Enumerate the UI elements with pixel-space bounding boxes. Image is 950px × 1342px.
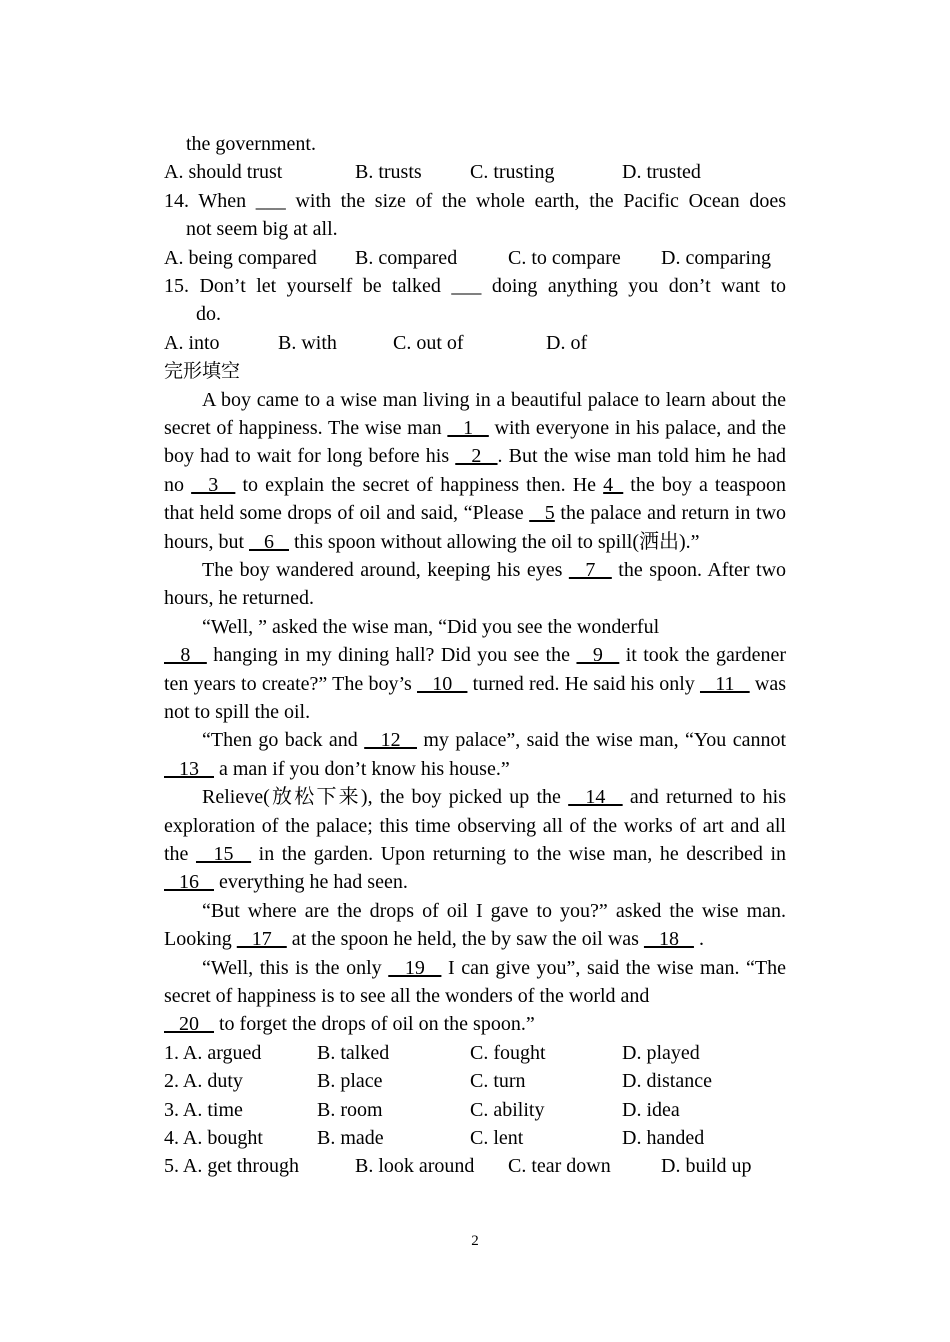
q13-option-c: C. trusting xyxy=(470,161,555,184)
blank-8: _8_ xyxy=(164,644,207,667)
blank-12: _12_ xyxy=(364,729,417,752)
answer-row xyxy=(164,1096,786,1124)
passage-paragraph-4: “Then go back and _12_ my palace”, said the wise man, “You cannot _13_ a man if you don’t know his house.” xyxy=(164,729,787,780)
option-4a: 4. A. bought xyxy=(164,1127,263,1150)
blank-15: _15_ xyxy=(195,843,252,866)
q15-stem-cont: do. xyxy=(196,303,221,326)
blank-20: _20_ xyxy=(164,1013,214,1036)
option-4c: C. lent xyxy=(470,1127,524,1150)
blank-1: _1_ xyxy=(447,416,489,439)
blank-16: _16_ xyxy=(164,871,214,894)
q15-option-a: A. into xyxy=(164,331,220,354)
q13-tail: the government. xyxy=(186,133,316,155)
option-5c: C. tear down xyxy=(508,1155,611,1178)
q14-option-a: A. being compared xyxy=(164,246,317,269)
answer-row xyxy=(164,1124,786,1152)
blank-19: _19_ xyxy=(388,956,442,979)
q15-option-d: D. of xyxy=(546,331,588,354)
q13-option-a: A. should trust xyxy=(164,161,283,184)
blank-4: 4_ xyxy=(603,473,624,496)
blank-5: _5 xyxy=(529,502,555,525)
blank-9: _9_ xyxy=(576,644,620,667)
option-5a: 5. A. get through xyxy=(164,1155,299,1178)
q13-options xyxy=(164,158,786,186)
section-heading: 完形填空 xyxy=(164,360,241,383)
option-2c: C. turn xyxy=(470,1070,526,1093)
q15-stem: 15. Don’t let yourself be talked ___ doing anything you don’t want to xyxy=(164,274,786,297)
passage-paragraph-5: Relieve(放松下来), the boy picked up the _14_ and returned to his exploration of the palace; this time observing all of the works of art and all the _15_ in the garden. Upon returning to the wise man, he described in _16_ everything he had seen. xyxy=(164,786,787,894)
passage-paragraph-3: _8_ hanging in my dining hall? Did you see the _9_ it took the gardener ten years to create?” The boy’s _10_ turned red. He said his only _11_ was not to spill the oil. xyxy=(164,644,787,723)
blank-2: _2_ xyxy=(455,445,498,468)
blank-3: _3_ xyxy=(191,473,236,496)
q15-option-c: C. out of xyxy=(393,331,464,354)
blank-14: _14_ xyxy=(568,786,623,809)
blank-6: _6_ xyxy=(249,530,289,553)
passage-paragraph-2: The boy wandered around, keeping his eyes _7_ the spoon. After two hours, he returned. xyxy=(164,558,787,610)
option-1c: C. fought xyxy=(470,1041,546,1064)
option-4d: D. handed xyxy=(622,1127,705,1150)
answer-row xyxy=(164,1152,786,1180)
answer-options xyxy=(164,1039,786,1181)
blank-10: _10_ xyxy=(417,672,468,695)
answer-row xyxy=(164,1039,786,1067)
option-1a: 1. A. argued xyxy=(164,1041,262,1064)
passage-paragraph-1: A boy came to a wise man living in a beautiful palace to learn about the secret of happiness. The wise man _1_ with everyone in his palace, and the boy had to wait for long before his _2_ . But the wise man told him he had no _3_ to explain the secret of happiness then. He 4_ the boy a teaspoon that held some drops of oil and said, “Please _5 the palace and return in two hours, but _6_ this spoon without allowing the oil to spill(洒出).” xyxy=(164,388,787,553)
blank-17: _17_ xyxy=(236,928,287,951)
q15-options xyxy=(164,329,786,357)
option-5b: B. look around xyxy=(355,1155,475,1178)
option-3a: 3. A. time xyxy=(164,1098,243,1121)
passage-paragraph-3-first-line: “Well, ” asked the wise man, “Did you see the wonderful xyxy=(202,615,660,638)
q13-option-d: D. trusted xyxy=(622,161,701,184)
q14-option-c: C. to compare xyxy=(508,246,621,269)
option-3b: B. room xyxy=(317,1098,383,1121)
option-2b: B. place xyxy=(317,1070,383,1093)
q14-option-d: D. comparing xyxy=(661,246,771,269)
blank-13: _13_ xyxy=(164,757,214,780)
passage-paragraph-6: “But where are the drops of oil I gave to you?” asked the wise man. Looking _17_ at the spoon he held, the by saw the oil was _18_ . xyxy=(164,899,786,951)
passage-paragraph-7: “Well, this is the only _19_ I can give you”, said the wise man. “The secret of happiness is to see all the wonders of the world and xyxy=(164,956,787,1008)
q14-stem-cont: not seem big at all. xyxy=(186,218,338,241)
q14-stem: 14. When ___ with the size of the whole earth, the Pacific Ocean does xyxy=(164,189,786,212)
passage-paragraph-8: _20_ to forget the drops of oil on the spoon.” xyxy=(164,1013,535,1036)
page-number: 2 xyxy=(471,1233,479,1249)
document-page xyxy=(164,130,786,1181)
q14-options xyxy=(164,244,786,272)
answer-row xyxy=(164,1067,786,1095)
q13-option-b: B. trusts xyxy=(355,161,422,184)
blank-7: _7_ xyxy=(568,558,612,581)
option-2d: D. distance xyxy=(622,1070,712,1093)
option-1b: B. talked xyxy=(317,1041,390,1064)
q15-option-b: B. with xyxy=(278,331,337,354)
blank-18: _18_ xyxy=(643,928,694,951)
option-3d: D. idea xyxy=(622,1098,680,1121)
option-3c: C. ability xyxy=(470,1098,545,1121)
blank-11: _11_ xyxy=(699,672,750,695)
q14-option-b: B. compared xyxy=(355,246,458,269)
option-4b: B. made xyxy=(317,1127,384,1150)
option-2a: 2. A. duty xyxy=(164,1070,243,1093)
option-1d: D. played xyxy=(622,1041,700,1064)
option-5d: D. build up xyxy=(661,1155,752,1178)
